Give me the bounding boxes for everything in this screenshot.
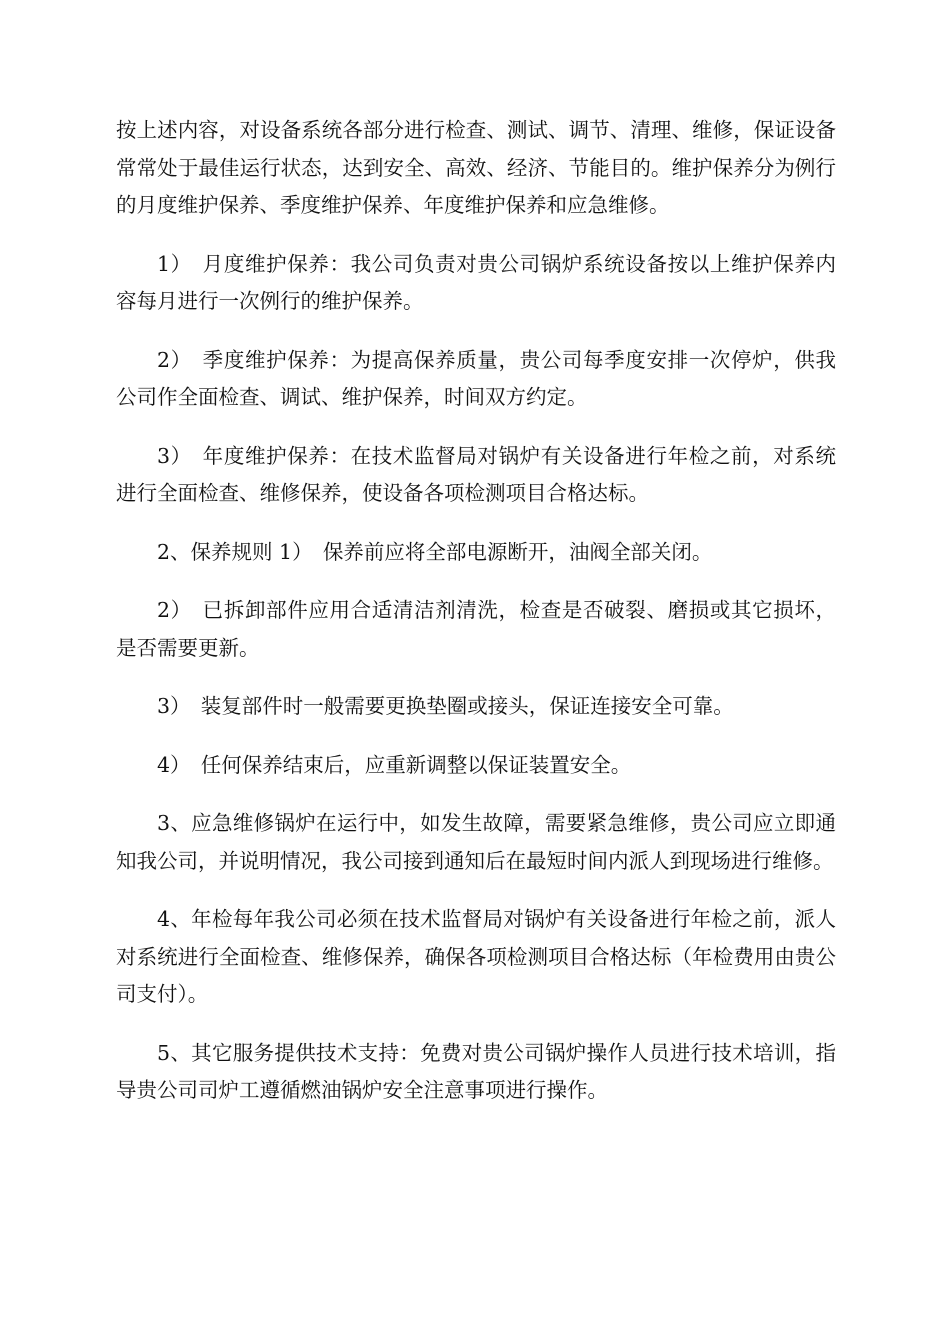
paragraph-quarterly-maintenance: 2） 季度维护保养：为提高保养质量，贵公司每季度安排一次停炉，供我公司作全面检查、调试、维护保养，时间双方约定。 <box>116 347 836 409</box>
paragraph-intro: 按上述内容，对设备系统各部分进行检查、测试、调节、清理、维修，保证设备常常处于最佳运行状态，达到安全、高效、经济、节能目的。维护保养分为例行的月度维护保养、季度维护保养、年度维护保养和应急维修。 <box>116 118 836 217</box>
paragraph-maintenance-rules-3: 3） 装复部件时一般需要更换垫圈或接头，保证连接安全可靠。 <box>157 694 734 718</box>
paragraph-annual-inspection: 4、年检每年我公司必须在技术监督局对锅炉有关设备进行年检之前，派人对系统进行全面检查、维修保养，确保各项检测项目合格达标（年检费用由贵公司支付）。 <box>116 907 836 1006</box>
paragraph-emergency-repair: 3、应急维修锅炉在运行中，如发生故障，需要紧急维修，贵公司应立即通知我公司，并说明情况，我公司接到通知后在最短时间内派人到现场进行维修。 <box>116 811 836 873</box>
paragraph-annual-maintenance: 3） 年度维护保养：在技术监督局对锅炉有关设备进行年检之前，对系统进行全面检查、维修保养，使设备各项检测项目合格达标。 <box>116 443 836 505</box>
paragraph-other-services: 5、其它服务提供技术支持：免费对贵公司锅炉操作人员进行技术培训，指导贵公司司炉工遵循燃油锅炉安全注意事项进行操作。 <box>116 1040 836 1102</box>
paragraph-maintenance-rules-2: 2） 已拆卸部件应用合适清洁剂清洗，检查是否破裂、磨损或其它损坏，是否需要更新。 <box>116 598 836 660</box>
paragraph-monthly-maintenance: 1） 月度维护保养：我公司负责对贵公司锅炉系统设备按以上维护保养内容每月进行一次例行的维护保养。 <box>116 251 836 313</box>
paragraph-maintenance-rules-4: 4） 任何保养结束后，应重新调整以保证装置安全。 <box>157 752 632 777</box>
paragraph-maintenance-rules-1: 2、保养规则 1） 保养前应将全部电源断开，油阀全部关闭。 <box>157 539 713 564</box>
document-body <box>116 112 836 1131</box>
